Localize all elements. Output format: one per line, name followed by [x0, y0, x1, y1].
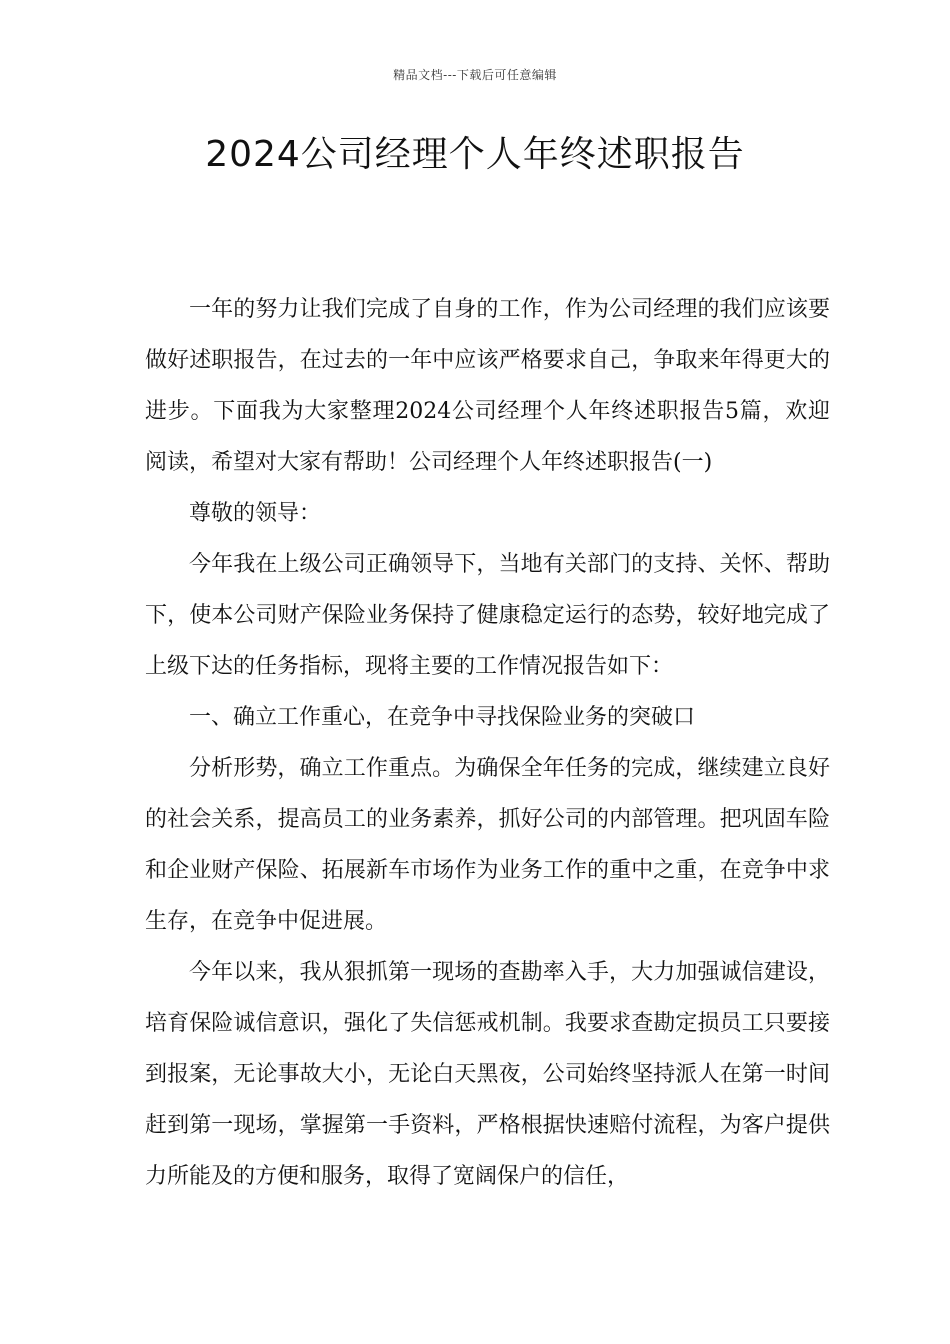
section-heading-1: 一、确立工作重心，在竞争中寻找保险业务的突破口: [189, 705, 696, 730]
paragraph-intro: 一年的努力让我们完成了自身的工作，作为公司经理的我们应该要做好述职报告，在过去的一年中应该严格要求自己，争取来年得更大的进步。下面我为大家整理2024公司经理个人年终述职报告5篇，欢迎阅读，希望对大家有帮助！公司经理个人年终述职报告(一): [145, 297, 830, 475]
paragraph-work-detail: 今年以来，我从狠抓第一现场的查勘率入手，大力加强诚信建设，培育保险诚信意识，强化了失信惩戒机制。我要求查勘定损员工只要接到报案，无论事故大小，无论白天黑夜，公司始终坚持派人在第一时间赶到第一现场，掌握第一手资料，严格根据快速赔付流程，为客户提供力所能及的方便和服务，取得了宽阔保户的信任，: [145, 960, 830, 1189]
header-note: 精品文档---下载后可任意编辑: [393, 68, 557, 82]
paragraph-analysis: 分析形势，确立工作重点。为确保全年任务的完成，继续建立良好的社会关系，提高员工的业务素养，抓好公司的内部管理。把巩固车险和企业财产保险、拓展新车市场作为业务工作的重中之重，在竞争中求生存，在竞争中促进展。: [145, 756, 830, 934]
document-body: [145, 284, 830, 1202]
paragraph-salutation: 尊敬的领导：: [189, 501, 322, 526]
paragraph-summary: 今年我在上级公司正确领导下，当地有关部门的支持、关怀、帮助下，使本公司财产保险业务保持了健康稳定运行的态势，较好地完成了上级下达的任务指标，现将主要的工作情况报告如下：: [145, 552, 830, 679]
document-title: 2024公司经理个人年终述职报告: [205, 134, 745, 175]
